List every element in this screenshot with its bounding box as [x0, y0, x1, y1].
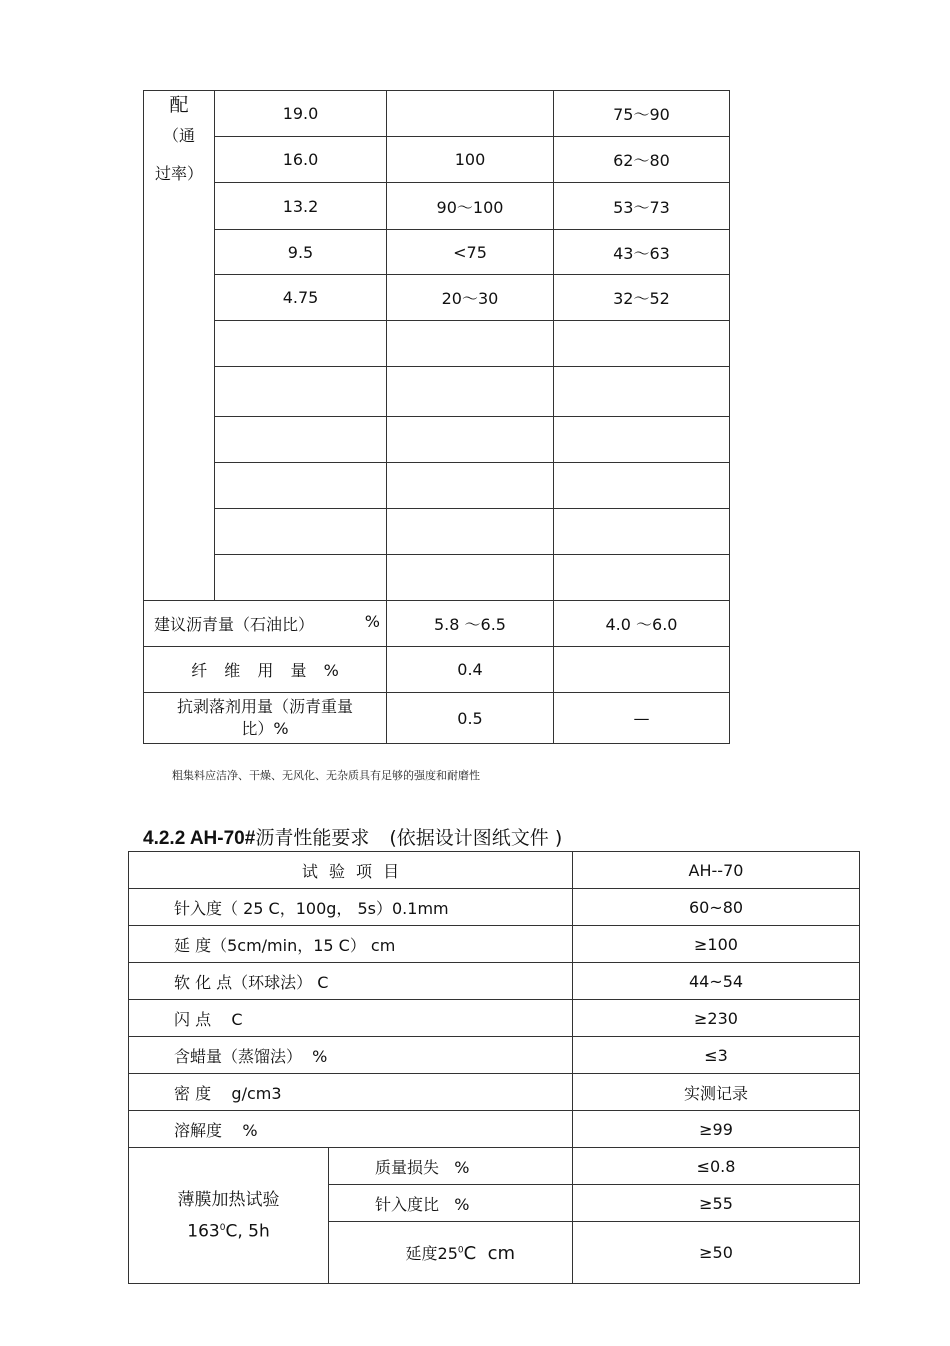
fiber-value-a: 0.4 [387, 647, 554, 693]
sieve-size: 9.5 [215, 230, 387, 275]
test-value: ≥99 [573, 1111, 860, 1148]
sieve-size: 4.75 [215, 275, 387, 321]
asphalt-value-b: 4.0 ～6.0 [554, 601, 730, 647]
empty-row [144, 321, 730, 367]
sieve-value-b: 62～80 [554, 137, 730, 183]
sieve-value-a [387, 91, 554, 137]
section-source: (依据设计图纸文件 ) [389, 827, 563, 849]
sieve-size: 13.2 [215, 183, 387, 230]
test-item: 密 度 g/cm3 [129, 1074, 573, 1111]
header-value: AH--70 [573, 852, 860, 889]
side-label-line: （通 [162, 126, 195, 145]
gradation-side-label [144, 91, 215, 601]
antistrip-value-b: — [554, 693, 730, 744]
test-value: 实测记录 [573, 1074, 860, 1111]
film-item-part: 延度25 [405, 1244, 458, 1263]
test-value: ≥230 [573, 1000, 860, 1037]
film-value: ≤0.8 [573, 1148, 860, 1185]
asphalt-value-a: 5.8 ～6.5 [387, 601, 554, 647]
empty-row [144, 417, 730, 463]
sieve-value-b: 53～73 [554, 183, 730, 230]
test-value: 44~54 [573, 963, 860, 1000]
film-heating-label [129, 1148, 329, 1284]
test-item: 闪 点 C [129, 1000, 573, 1037]
header-item: 试 验 项 目 [129, 852, 573, 889]
test-item: 溶解度 % [129, 1111, 573, 1148]
film-item: 针入度比 % [329, 1185, 573, 1222]
sieve-value-b: 75～90 [554, 91, 730, 137]
sieve-value-a: 20～30 [387, 275, 554, 321]
test-item: 软 化 点（环球法） C [129, 963, 573, 1000]
empty-row [144, 555, 730, 601]
test-item: 延 度（5cm/min，15 C） cm [129, 926, 573, 963]
fiber-label: 纤 维 用 量 % [144, 647, 387, 693]
empty-row [144, 463, 730, 509]
asphalt-unit: % [364, 612, 380, 631]
sieve-value-a: <75 [387, 230, 554, 275]
test-item: 针入度（ 25 C，100g， 5s）0.1mm [129, 889, 573, 926]
film-item: 质量损失 % [329, 1148, 573, 1185]
test-value: 60~80 [573, 889, 860, 926]
section-number: 4.2.2 AH-70# [143, 828, 256, 849]
test-value: ≤3 [573, 1037, 860, 1074]
section-heading [143, 823, 562, 850]
film-item-sup: 0 [457, 1245, 464, 1256]
section-title: 沥青性能要求 [255, 827, 370, 849]
film-item-part: C cm [463, 1243, 516, 1264]
empty-row [144, 509, 730, 555]
asphalt-label-text: 建议沥青量（石油比） [154, 615, 315, 634]
fiber-value-b [554, 647, 730, 693]
antistrip-label-line: 抗剥落剂用量（沥青重量 [176, 697, 353, 716]
sieve-value-a: 90～100 [387, 183, 554, 230]
asphalt-properties-table [128, 851, 860, 1284]
sieve-size: 19.0 [215, 91, 387, 137]
film-item [329, 1222, 573, 1284]
film-value: ≥55 [573, 1185, 860, 1222]
test-value: ≥100 [573, 926, 860, 963]
film-label-sup: 0 [219, 1222, 226, 1233]
sieve-value-a: 100 [387, 137, 554, 183]
side-label-line: 过率） [154, 164, 203, 183]
sieve-value-b: 32～52 [554, 275, 730, 321]
aggregate-note: 粗集料应洁净、干燥、无风化、无杂质具有足够的强度和耐磨性 [172, 769, 480, 782]
film-label-temp: 163 [187, 1221, 220, 1242]
sieve-value-b: 43～63 [554, 230, 730, 275]
antistrip-label [144, 693, 387, 744]
sieve-size: 16.0 [215, 137, 387, 183]
side-label-line: 配 [169, 94, 189, 116]
film-label-rest: C, 5h [225, 1221, 270, 1242]
asphalt-content-label [144, 601, 387, 647]
film-label-line: 薄膜加热试验 [177, 1189, 280, 1210]
antistrip-value-a: 0.5 [387, 693, 554, 744]
test-item: 含蜡量（蒸馏法） % [129, 1037, 573, 1074]
empty-row [144, 367, 730, 417]
antistrip-label-line: 比）% [241, 719, 289, 738]
gradation-table [143, 90, 730, 744]
film-value: ≥50 [573, 1222, 860, 1284]
